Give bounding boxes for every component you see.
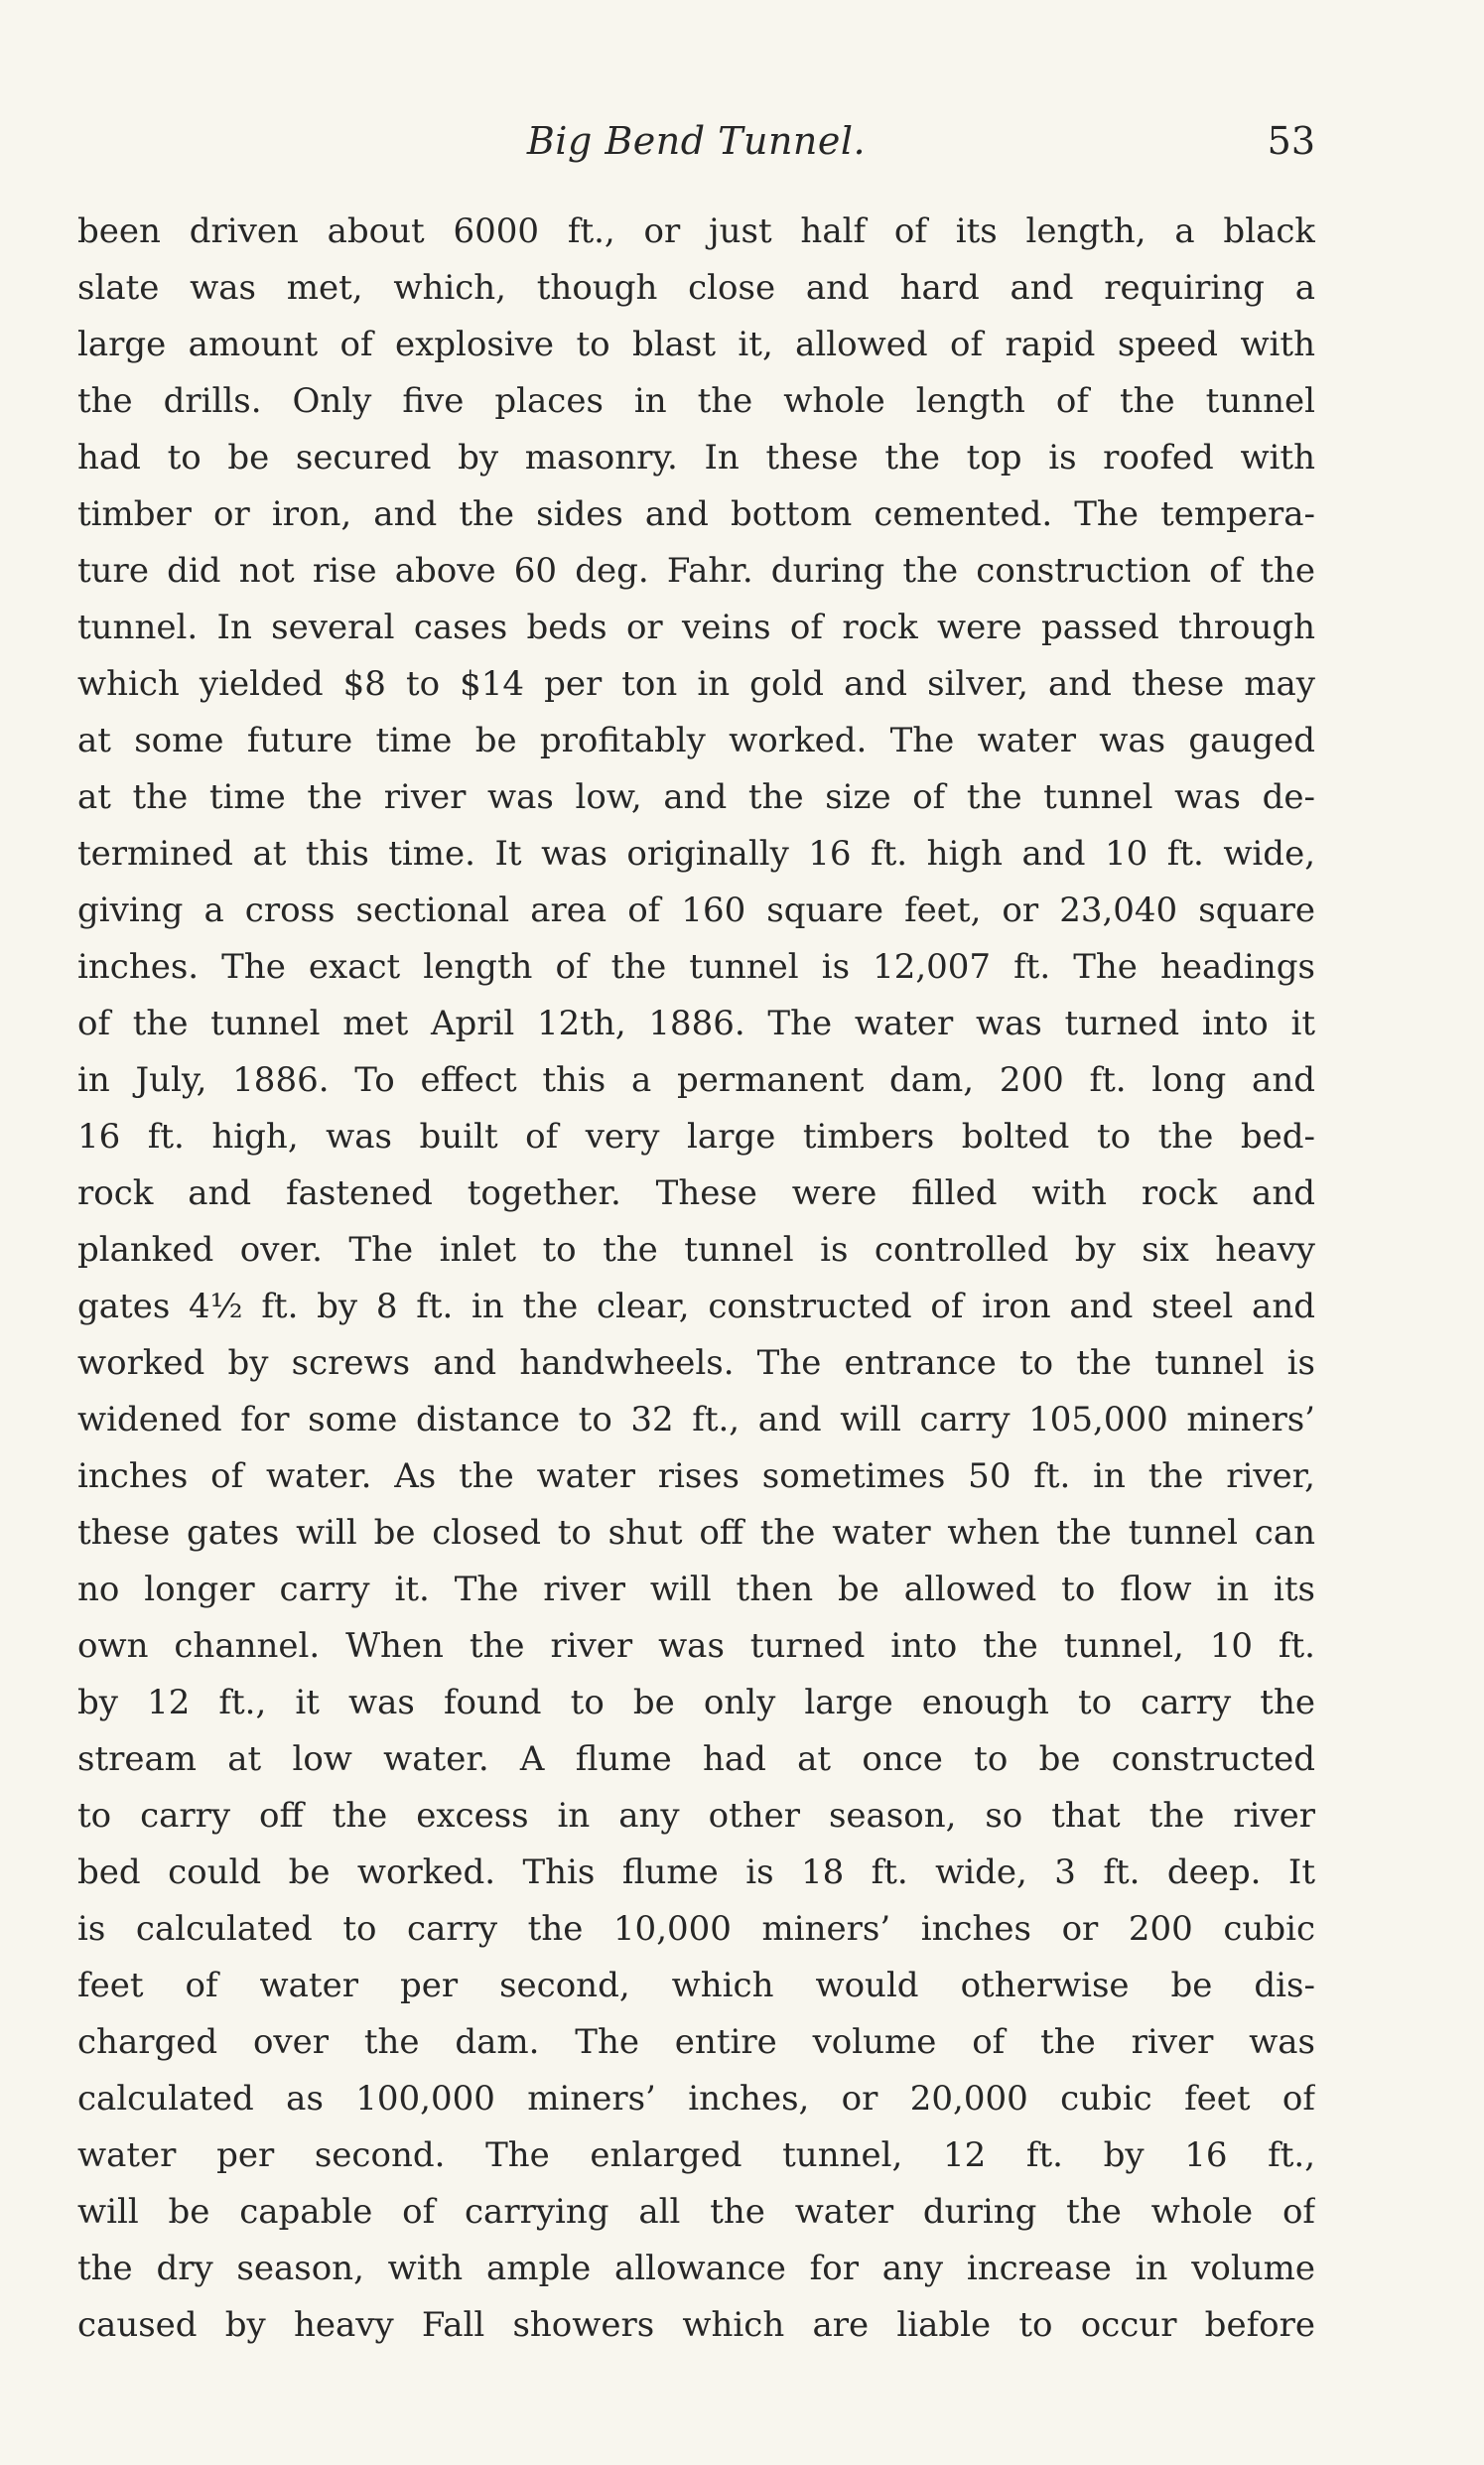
text-line-29: to carry off the excess in any other season, so that the river [77, 1796, 1315, 1836]
text-line-25: no longer carry it. The river will then be allowed to flow in its [77, 1570, 1315, 1609]
text-line-37: the dry season, with ample allowance for any increase in volume [77, 2249, 1315, 2288]
text-line-23: inches of water. As the water rises sometimes 50 ft. in the river, [77, 1456, 1315, 1496]
text-line-14: inches. The exact length of the tunnel is 12,007 ft. The headings [77, 947, 1315, 987]
text-line-13: giving a cross sectional area of 160 square feet, or 23,040 square [77, 890, 1315, 930]
text-line-16: in July, 1886. To effect this a permanent dam, 200 ft. long and [77, 1060, 1315, 1100]
text-line-9: which yielded $8 to $14 per ton in gold and silver, and these may [77, 664, 1315, 704]
text-line-18: rock and fastened together. These were filled with rock and [77, 1173, 1315, 1213]
text-line-8: tunnel. In several cases beds or veins of rock were passed through [77, 608, 1315, 647]
text-line-12: termined at this time. It was originally 16 ft. high and 10 ft. wide, [77, 834, 1315, 874]
text-line-36: will be capable of carrying all the water during the whole of [77, 2192, 1315, 2232]
text-line-34: calculated as 100,000 miners’ inches, or 20,000 cubic feet of [77, 2079, 1315, 2119]
text-line-32: feet of water per second, which would otherwise be dis- [77, 1966, 1315, 2005]
text-line-11: at the time the river was low, and the size of the tunnel was de- [77, 777, 1315, 817]
text-line-7: ture did not rise above 60 deg. Fahr. during the construction of the [77, 551, 1315, 591]
text-line-22: widened for some distance to 32 ft., and will carry 105,000 miners’ [77, 1400, 1315, 1439]
text-line-6: timber or iron, and the sides and bottom cemented. The tempera- [77, 494, 1315, 534]
body-text [77, 204, 1315, 2354]
text-line-30: bed could be worked. This flume is 18 ft. wide, 3 ft. deep. It [77, 1852, 1315, 1892]
text-line-24: these gates will be closed to shut off the water when the tunnel can [77, 1513, 1315, 1553]
text-line-19: planked over. The inlet to the tunnel is controlled by six heavy [77, 1230, 1315, 1270]
text-line-20: gates 4½ ft. by 8 ft. in the clear, constructed of iron and steel and [77, 1287, 1315, 1326]
text-line-4: the drills. Only five places in the whole length of the tunnel [77, 381, 1315, 421]
text-line-21: worked by screws and handwheels. The entrance to the tunnel is [77, 1343, 1315, 1383]
text-line-3: large amount of explosive to blast it, allowed of rapid speed with [77, 325, 1315, 364]
text-line-10: at some future time be profitably worked. The water was gauged [77, 721, 1315, 760]
running-head [77, 111, 1315, 171]
text-line-17: 16 ft. high, was built of very large timbers bolted to the bed- [77, 1117, 1315, 1157]
text-line-35: water per second. The enlarged tunnel, 12 ft. by 16 ft., [77, 2135, 1315, 2175]
running-title: Big Bend Tunnel. [526, 119, 867, 163]
text-line-26: own channel. When the river was turned into the tunnel, 10 ft. [77, 1626, 1315, 1666]
text-line-5: had to be secured by masonry. In these the top is roofed with [77, 438, 1315, 478]
text-line-27: by 12 ft., it was found to be only large enough to carry the [77, 1683, 1315, 1722]
text-line-1: been driven about 6000 ft., or just half of its length, a black [77, 211, 1315, 251]
text-line-38: caused by heavy Fall showers which are liable to occur before [77, 2305, 1315, 2345]
text-line-15: of the tunnel met April 12th, 1886. The water was turned into it [77, 1004, 1315, 1043]
page-number: 53 [1267, 119, 1315, 163]
text-line-28: stream at low water. A flume had at once to be constructed [77, 1739, 1315, 1779]
text-line-33: charged over the dam. The entire volume of the river was [77, 2022, 1315, 2062]
text-line-31: is calculated to carry the 10,000 miners’ inches or 200 cubic [77, 1909, 1315, 1949]
text-line-2: slate was met, which, though close and hard and requiring a [77, 268, 1315, 308]
